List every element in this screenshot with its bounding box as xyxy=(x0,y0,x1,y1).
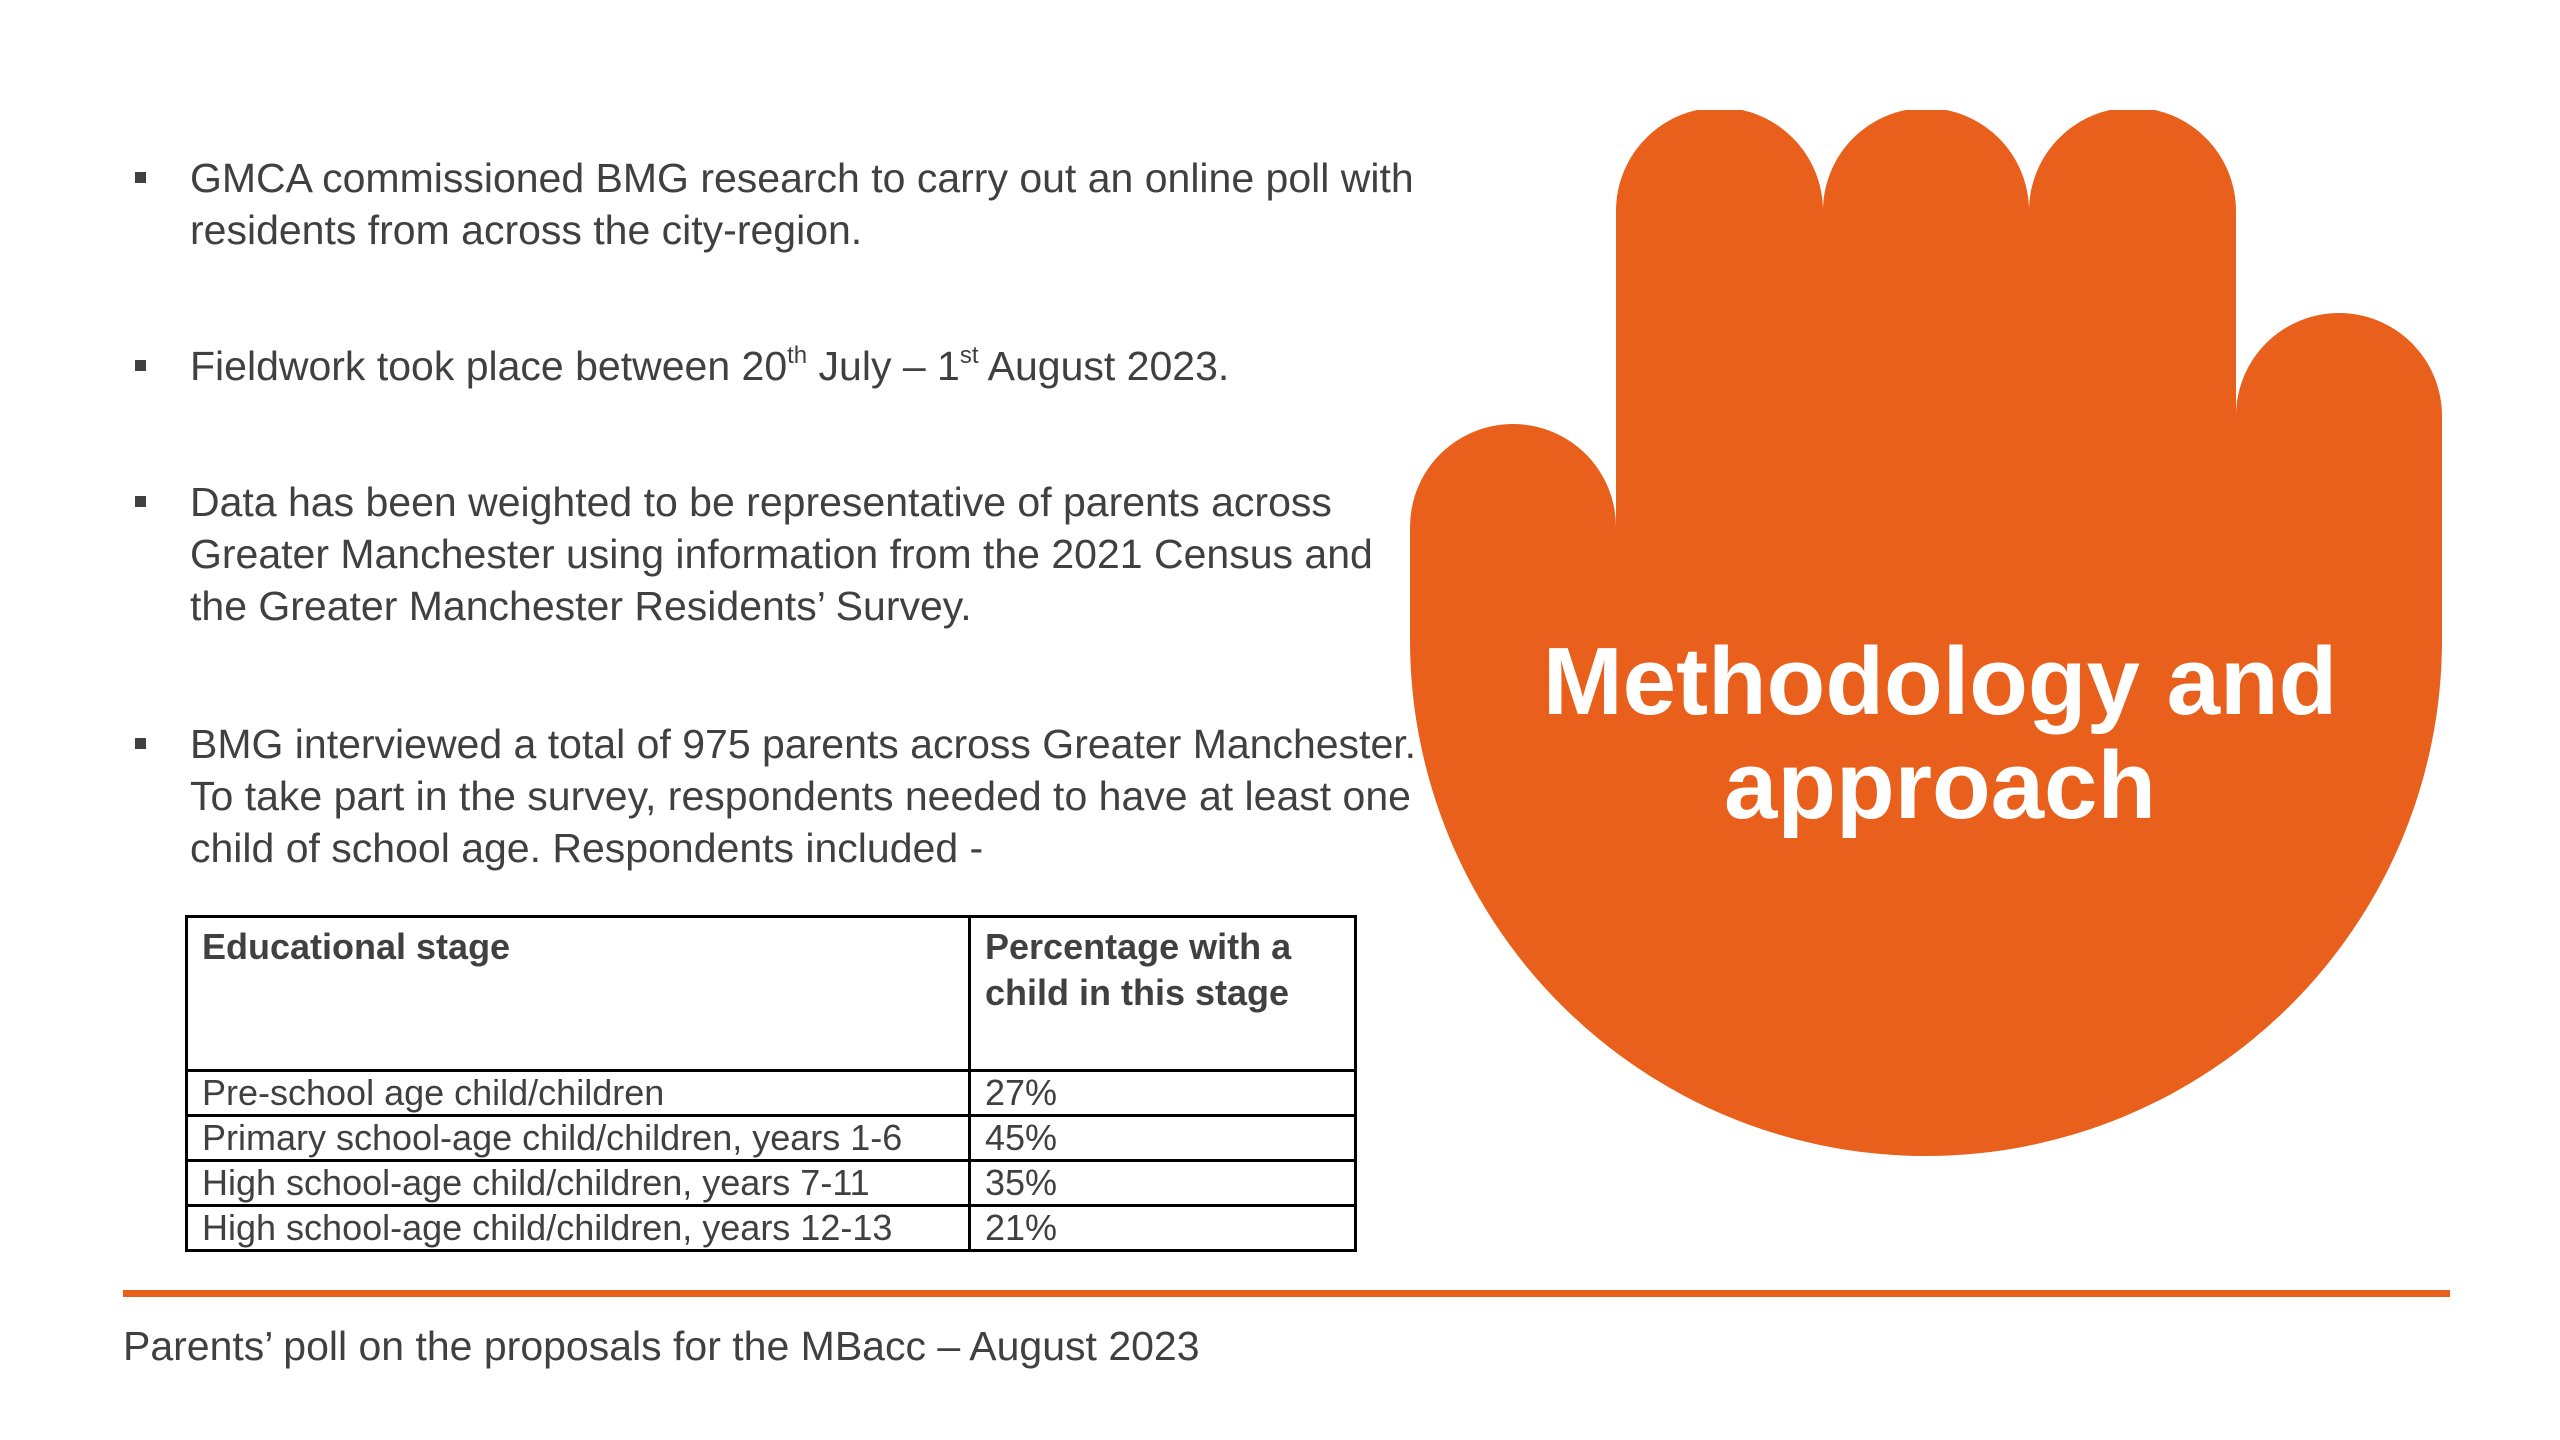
table-cell: Primary school-age child/children, years 1-6 xyxy=(187,1116,970,1161)
ordinal-suffix: th xyxy=(787,342,808,370)
section-title-line: approach xyxy=(1723,732,2157,839)
bullet-list xyxy=(0,0,1440,900)
bullet-item xyxy=(190,718,1420,874)
table-cell: 27% xyxy=(970,1071,1356,1116)
table-header-row xyxy=(187,917,1356,1071)
bullet-text: BMG interviewed a total of 975 parents across Greater Manchester. To take part in the survey, respondents needed to have at least one child of school age. Respondents included - xyxy=(190,721,1417,871)
table-header-cell: Percentage with a child in this stage xyxy=(970,917,1356,1071)
bullet-item xyxy=(190,152,1420,256)
bullet-item xyxy=(190,340,1420,392)
bullet-item xyxy=(190,476,1420,632)
table-row xyxy=(187,1071,1356,1116)
table-row xyxy=(187,1206,1356,1251)
bullet-marker xyxy=(135,172,146,183)
table-cell: 35% xyxy=(970,1161,1356,1206)
bullet-text: Data has been weighted to be representative of parents across Greater Manchester using information from the 2021 Census and the Greater Manchester Residents’ Survey. xyxy=(190,479,1373,629)
table-cell: High school-age child/children, years 7-11 xyxy=(187,1161,970,1206)
bullet-text-part: July – 1 xyxy=(807,343,960,389)
bullet-text-part: Fieldwork took place between 20 xyxy=(190,343,788,389)
ordinal-suffix: st xyxy=(959,342,979,370)
table-row xyxy=(187,1116,1356,1161)
bullet-marker xyxy=(135,360,146,371)
section-title-line: Methodology and xyxy=(1542,628,2338,735)
table-row xyxy=(187,1161,1356,1206)
section-title xyxy=(1440,630,2440,838)
table-cell: 21% xyxy=(970,1206,1356,1251)
table-cell: 45% xyxy=(970,1116,1356,1161)
bullet-marker xyxy=(135,738,146,749)
bullet-marker xyxy=(135,496,146,507)
educational-stage-table xyxy=(185,915,1357,1252)
bullet-text-part: August 2023. xyxy=(978,343,1230,389)
table-cell: High school-age child/children, years 12-13 xyxy=(187,1206,970,1251)
table-header-cell: Educational stage xyxy=(187,917,970,1071)
footer-divider xyxy=(123,1290,2450,1297)
table-cell: Pre-school age child/children xyxy=(187,1071,970,1116)
bullet-text: GMCA commissioned BMG research to carry out an online poll with residents from across the city-region. xyxy=(190,155,1414,253)
footer-caption: Parents’ poll on the proposals for the MBacc – August 2023 xyxy=(123,1323,1200,1369)
